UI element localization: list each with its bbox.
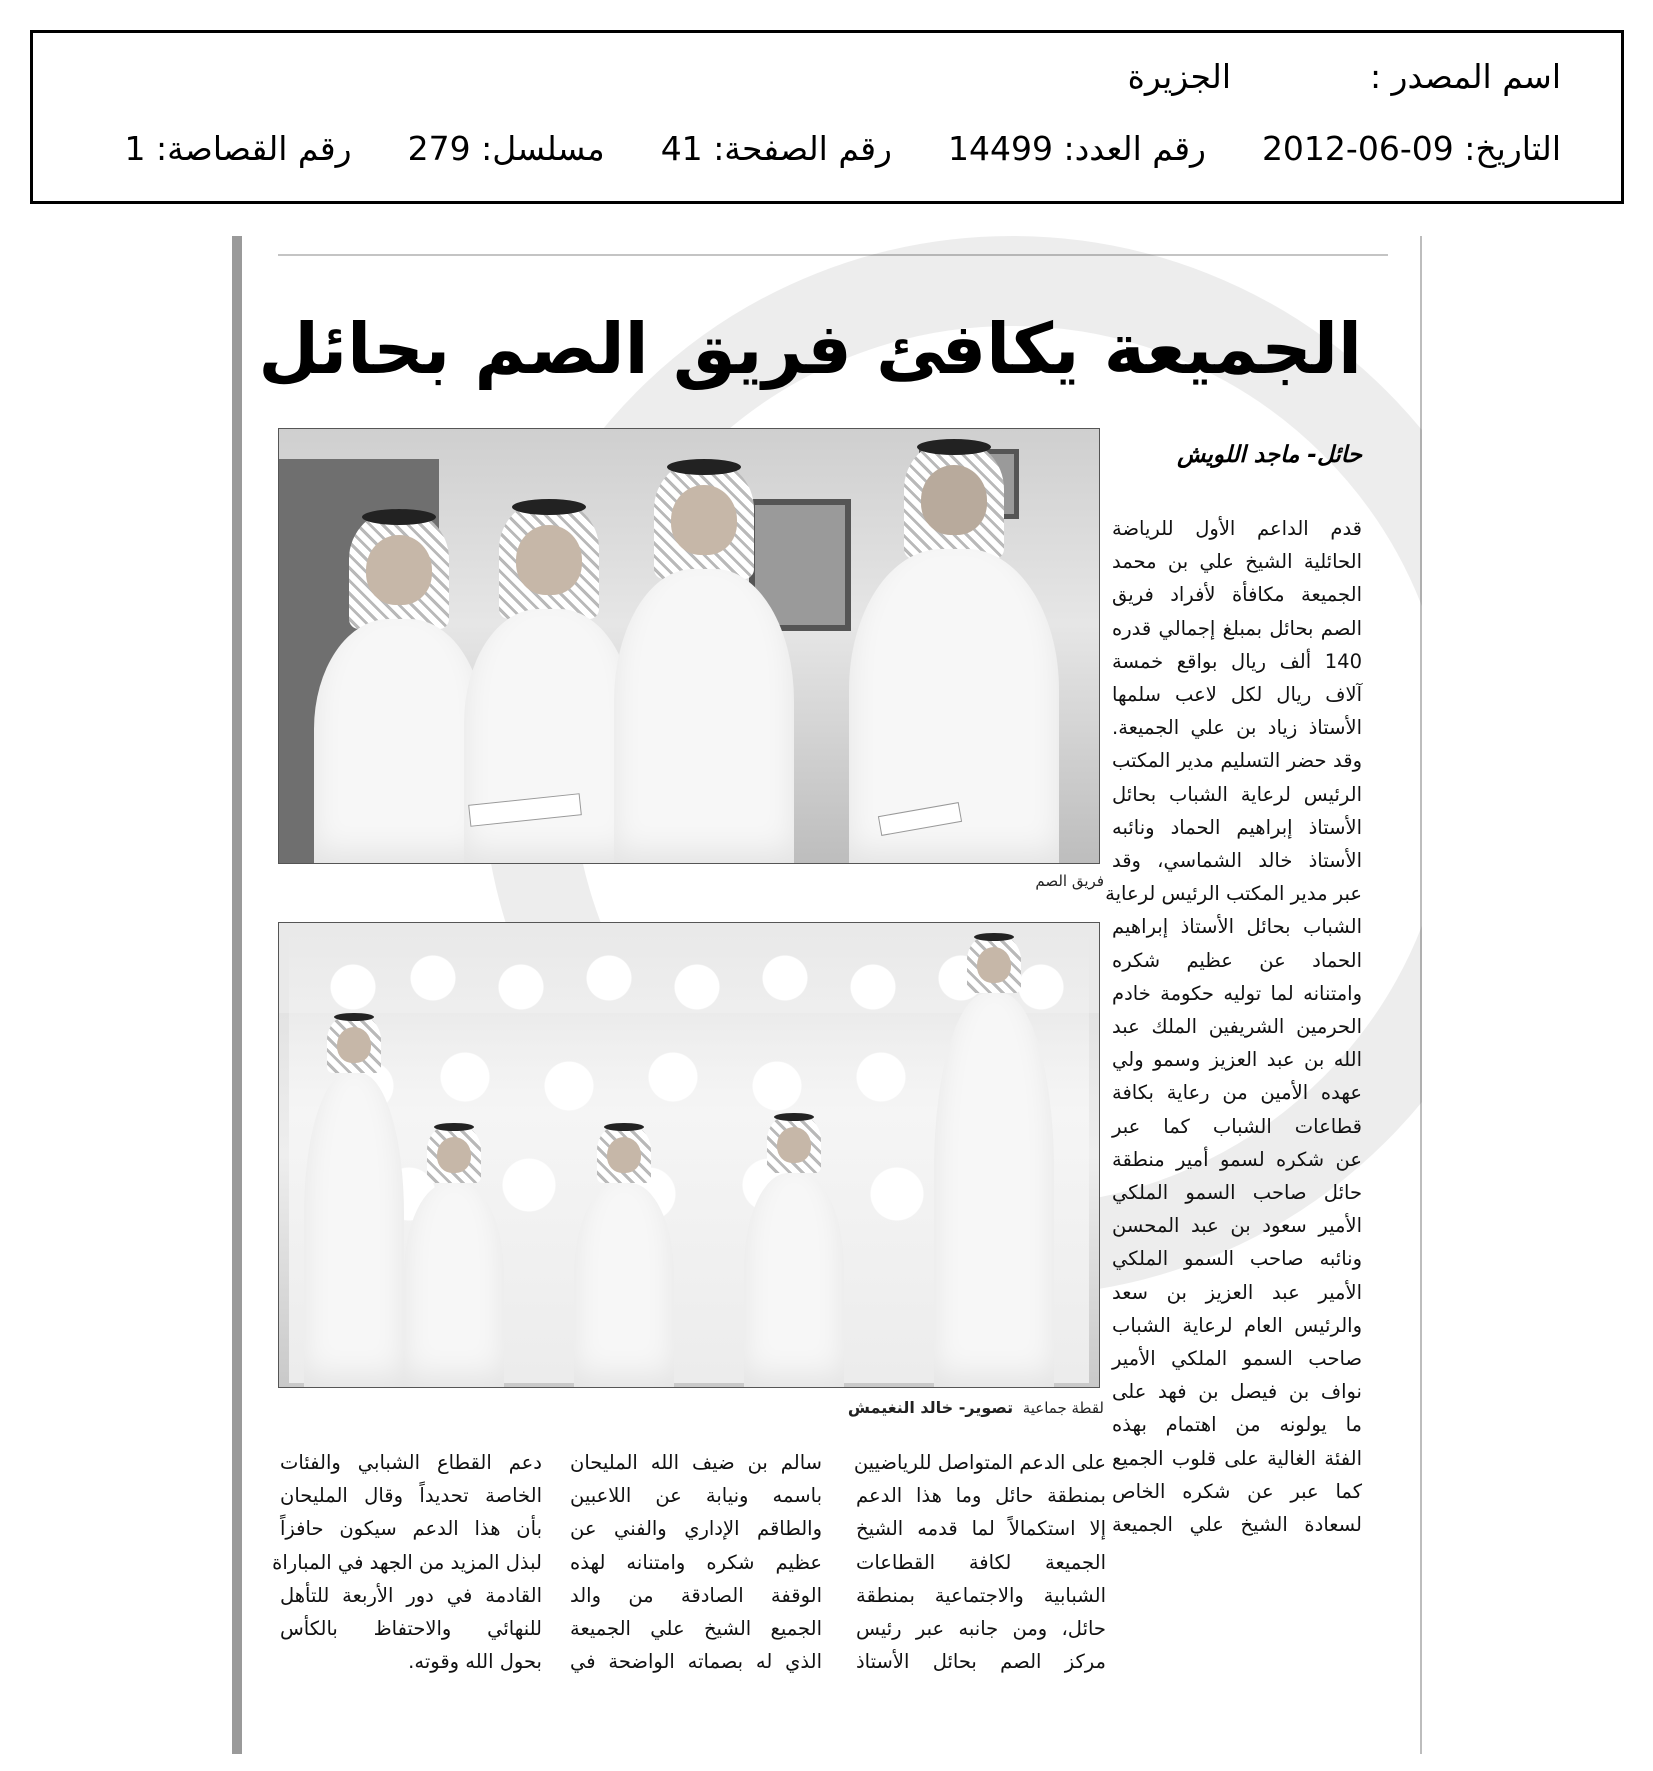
serial-label: مسلسل:	[481, 129, 605, 168]
date-value: 2012-06-09	[1261, 129, 1454, 168]
issue-label: رقم العدد:	[1063, 129, 1206, 168]
date-field	[1262, 129, 1561, 168]
article-text-line: الأستاذ خالد الشماسي، وقد	[1112, 849, 1362, 873]
article-text-line: بحول الله وقوته.	[408, 1650, 542, 1674]
page-label: رقم الصفحة:	[713, 129, 892, 168]
date-label: التاريخ:	[1464, 129, 1561, 168]
article-text-line: عظيم شكره وامتنانه لهذه	[570, 1550, 822, 1574]
photo2-caption	[848, 1398, 1104, 1417]
article-text-line: عن شكره لسمو أمير منطقة	[1112, 1147, 1362, 1171]
article-text-line: وقد حضر التسليم مدير المكتب	[1112, 749, 1362, 773]
article-column-bottom-3	[272, 1446, 542, 1678]
article-text-line: والرئيس العام لرعاية الشباب	[1112, 1313, 1362, 1337]
person	[839, 439, 1069, 863]
source-label: اسم المصدر :	[1369, 57, 1561, 96]
serial-value: 279	[407, 129, 471, 168]
serial-field	[408, 129, 605, 168]
article-text-line: القادمة في دور الأربعة للتأهل	[280, 1583, 542, 1607]
metadata-row	[125, 129, 1562, 168]
article-text-line: الحماد عن عظيم شكره	[1112, 948, 1362, 972]
photo-handover	[278, 428, 1100, 864]
article-text-line: لسعادة الشيخ علي الجميعة	[1112, 1513, 1362, 1537]
article-text-line: حائل صاحب السمو الملكي	[1112, 1181, 1362, 1205]
article-text-line: الحائلية الشيخ علي بن محمد	[1112, 550, 1362, 574]
article-text-line: عبر مدير المكتب الرئيس لرعاية	[1105, 882, 1362, 906]
page-value: 41	[660, 129, 703, 168]
article-text-line: الحرمين الشريفين الملك عبد	[1112, 1015, 1362, 1039]
person	[609, 459, 799, 863]
article-text-line: الشباب بحائل الأستاذ إبراهيم	[1112, 915, 1362, 939]
article-text-line: الأستاذ إبراهيم الحماد ونائبه	[1112, 815, 1362, 839]
article-text-line: الأستاذ زياد بن علي الجميعة.	[1112, 716, 1362, 740]
article-text-line: مركز الصم بحائل الأستاذ	[856, 1650, 1106, 1674]
article-text-line: عهده الأمين من رعاية بكافة	[1112, 1081, 1362, 1105]
article-text-line: الأمير عبد العزيز بن سعد	[1112, 1280, 1362, 1304]
article-text-line: صاحب السمو الملكي الأمير	[1112, 1347, 1362, 1371]
newspaper-clipping	[232, 236, 1422, 1754]
article-text-line: كما عبر عن شكره الخاص	[1112, 1479, 1362, 1503]
article-text-line: نواف بن فيصل بن فهد على	[1112, 1380, 1362, 1404]
photo2-caption-text: لقطة جماعية	[1022, 1399, 1104, 1417]
article-column-bottom-1	[853, 1446, 1106, 1678]
article-text-line: الشبابية والاجتماعية بمنطقة	[856, 1583, 1106, 1607]
source-value: الجزيرة	[1127, 57, 1231, 96]
article-text-line: قدم الداعم الأول للرياضة	[1112, 517, 1362, 540]
article-text-line: الأمير سعود بن عبد المحسن	[1112, 1214, 1362, 1238]
clipping-top-rule	[278, 254, 1388, 256]
article-text-line: لبذل المزيد من الجهد في المباراة	[272, 1550, 542, 1574]
article-column-bottom-2	[570, 1446, 822, 1678]
article-text-line: على الدعم المتواصل للرياضيين	[853, 1451, 1106, 1474]
article-text-line: قطاعات الشباب كما عبر	[1112, 1114, 1362, 1138]
clipping-metadata-box	[30, 30, 1624, 204]
person	[929, 933, 1059, 1388]
article-text-line: 140 ألف ريال بواقع خمسة	[1112, 649, 1362, 673]
article-text-line: الرئيس لرعاية الشباب بحائل	[1112, 782, 1362, 806]
article-text-line: الذي له بصماته الواضحة في	[570, 1650, 822, 1674]
article-text-line: الفئة الغالية على قلوب الجميع	[1112, 1446, 1362, 1470]
person	[299, 1013, 409, 1383]
article-text-line: بمنطقة حائل وما هذا الدعم	[856, 1484, 1106, 1508]
article-text-line: سالم بن ضيف الله المليحان	[570, 1451, 822, 1474]
article-text-line: الجميع الشيخ علي الجميعة	[570, 1617, 822, 1641]
article-byline: حائل- ماجد اللويش	[1177, 442, 1362, 468]
article-text-line: الوقفة الصادقة من والد	[570, 1583, 822, 1607]
photo-group	[278, 922, 1100, 1388]
article-text-line: وامتنانه لما توليه حكومة خادم	[1112, 981, 1362, 1005]
person	[399, 1123, 509, 1388]
clip-number-label: رقم القصاصة:	[156, 129, 352, 168]
person	[569, 1123, 679, 1388]
article-text-line: إلا استكمالاً لما قدمه الشيخ	[856, 1517, 1106, 1541]
article-text-line: ونائبه صاحب السمو الملكي	[1112, 1247, 1362, 1271]
issue-value: 14499	[948, 129, 1053, 168]
issue-field	[948, 129, 1206, 168]
article-text-line: حائل، ومن جانبه عبر رئيس	[856, 1617, 1106, 1641]
clip-number-value: 1	[124, 129, 146, 168]
article-text-line: الجميعة لكافة القطاعات	[856, 1550, 1106, 1574]
article-column-main	[1105, 512, 1362, 1541]
article-text-line: بأن هذا الدعم سيكون حافزاً	[280, 1517, 542, 1541]
article-headline: الجميعة يكافئ فريق الصم بحائل	[258, 308, 1362, 390]
clip-number-field	[125, 129, 352, 168]
clipping-right-border	[1420, 236, 1422, 1754]
person	[739, 1113, 849, 1388]
article-text-line: ما يولونه من اهتمام بهذه	[1112, 1413, 1362, 1437]
article-text-line: للنهائي والاحتفاظ بالكأس	[280, 1617, 542, 1641]
photo2-credit: تصوير- خالد النغيمش	[847, 1398, 1014, 1417]
article-text-line: الله بن عبد العزيز وسمو ولي	[1112, 1048, 1362, 1072]
article-text-line: الجميعة مكافأة لأفراد فريق	[1112, 583, 1362, 607]
article-text-line: آلاف ريال لكل لاعب سلمها	[1112, 683, 1362, 707]
article-text-line: دعم القطاع الشبابي والفئات	[280, 1451, 542, 1474]
article-text-line: الخاصة تحديداً وقال المليحان	[280, 1484, 542, 1508]
article-text-line: الصم بحائل بمبلغ إجمالي قدره	[1112, 616, 1362, 640]
clipping-left-border	[232, 236, 242, 1754]
article-text-line: باسمه ونيابة عن اللاعبين	[570, 1484, 822, 1508]
photo1-caption: فريق الصم	[1035, 872, 1104, 890]
page-field	[661, 129, 892, 168]
article-text-line: والطاقم الإداري والفني عن	[570, 1517, 822, 1541]
